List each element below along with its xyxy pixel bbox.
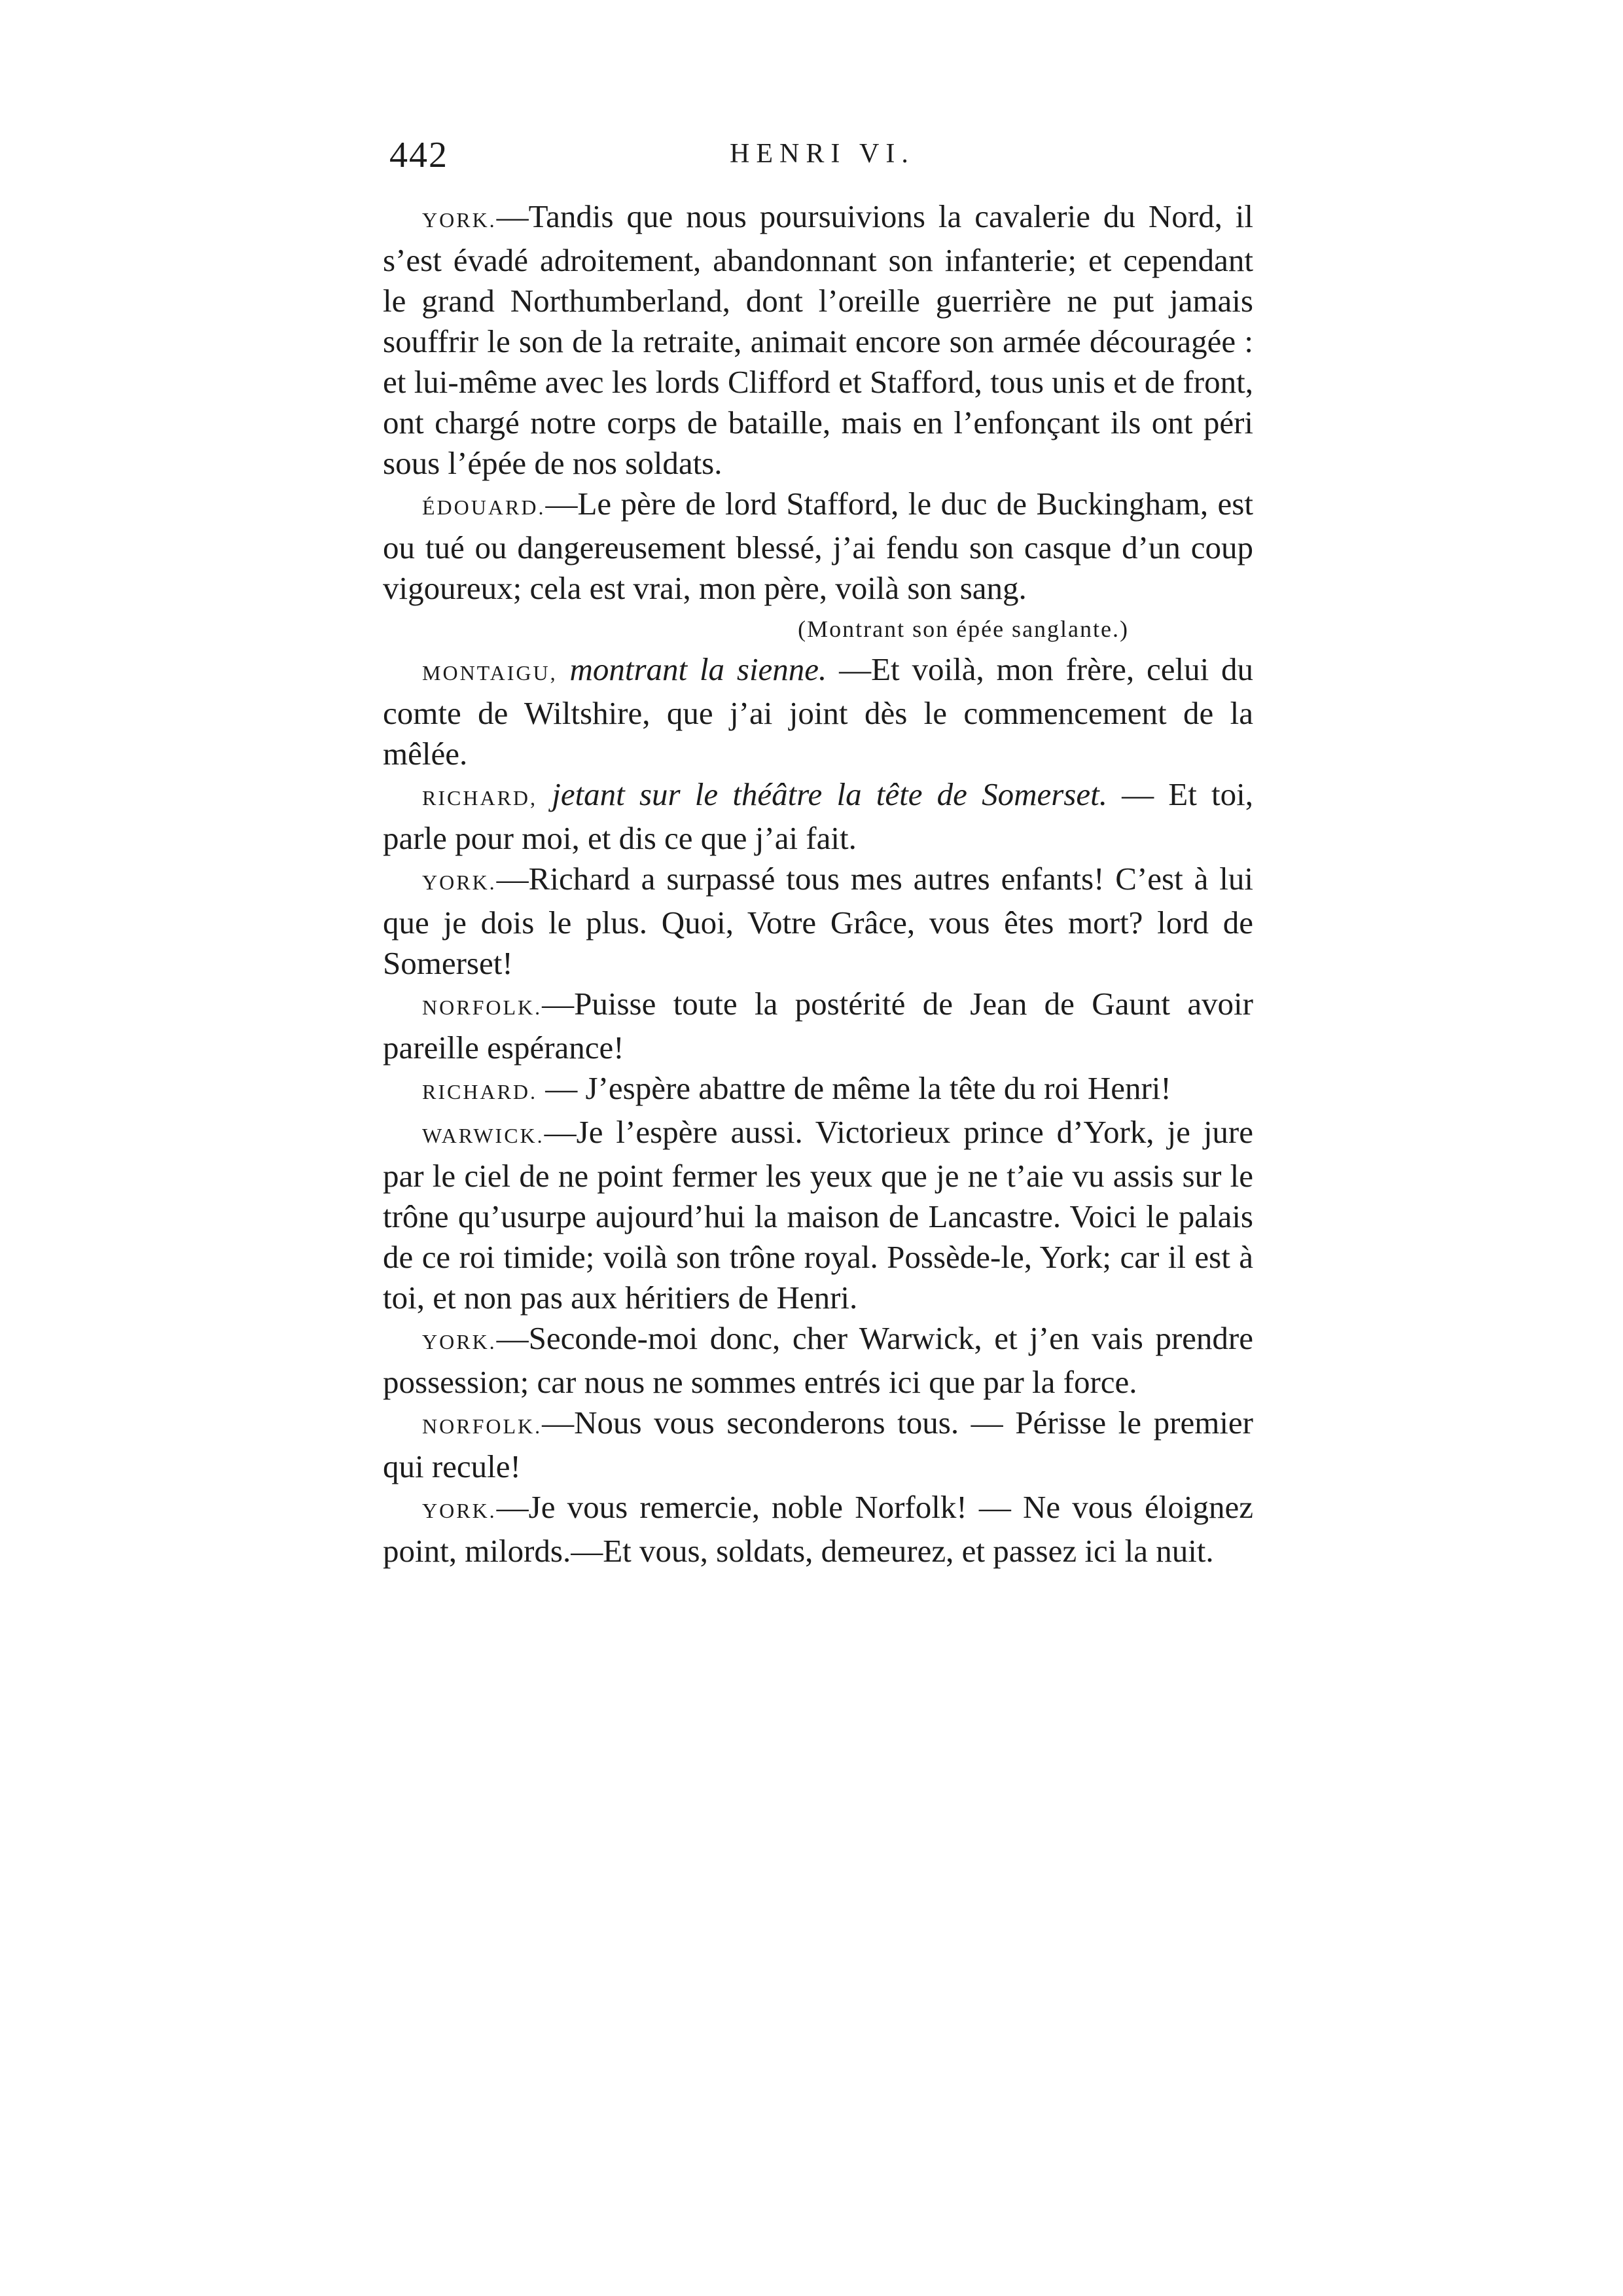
speaker-name: YORK. xyxy=(422,1499,497,1522)
page-number: 442 xyxy=(389,135,448,175)
speaker-name: NORFOLK. xyxy=(422,1414,543,1438)
speech-text: —Le père de lord Stafford, le duc de Buckingham, est ou tué ou dangereusement blessé, j’ai fendu son casque d’un coup vigoureux; cela est vrai, mon père, voilà son sang. xyxy=(383,486,1253,606)
speech-text: —Et voilà, mon frère, celui du comte de Wiltshire, que j’ai joint dès le commencement de la mêlée. xyxy=(383,651,1253,772)
speaker-name: ÉDOUARD. xyxy=(422,495,546,519)
speech-york-1 xyxy=(383,196,1253,484)
stage-direction: (Montrant son épée sanglante.) xyxy=(798,616,1129,642)
speech-norfolk-2 xyxy=(383,1403,1253,1487)
speech-text: —Tandis que nous poursuivions la cavalerie du Nord, il s’est évadé adroitement, abandonnant son infanterie; et cependant le grand Northumberland, dont l’oreille guerrière ne put jamais souffrir le son de la retraite, animait encore son armée découragée : et lui-même avec les lords Clifford et Stafford, tous unis et de front, ont chargé notre corps de bataille, mais en l’enfonçant ils ont péri sous l’épée de nos soldats. xyxy=(383,198,1253,481)
page-header xyxy=(389,134,1253,180)
speaker-name: RICHARD. xyxy=(422,1080,538,1103)
inline-stage-direction: jetant sur le théâtre la tête de Somerset. xyxy=(552,776,1107,812)
speech-text: — J’espère abattre de même la tête du roi Henri! xyxy=(537,1070,1171,1106)
speech-text: —Je vous remercie, noble Norfolk! — Ne vous éloignez point, milords.—Et vous, soldats, demeurez, et passez ici la nuit. xyxy=(383,1489,1253,1569)
speaker-name: WARWICK. xyxy=(422,1124,544,1147)
speech-york-2 xyxy=(383,859,1253,984)
speech-text: —Seconde-moi donc, cher Warwick, et j’en vais prendre possession; car nous ne sommes entrés ici que par la force. xyxy=(383,1320,1253,1400)
speaker-name: MONTAIGU, xyxy=(422,661,558,685)
running-title: HENRI VI. xyxy=(730,139,915,169)
speaker-name: YORK. xyxy=(422,1330,497,1354)
speech-york-3 xyxy=(383,1318,1253,1403)
speaker-name: RICHARD, xyxy=(422,786,538,810)
speech-text: —Nous vous seconderons tous. — Périsse le premier qui recule! xyxy=(383,1405,1253,1484)
speaker-name: NORFOLK. xyxy=(422,996,543,1019)
speech-text: —Richard a surpassé tous mes autres enfants! C’est à lui que je dois le plus. Quoi, Votre Grâce, vous êtes mort? lord de Somerset! xyxy=(383,861,1253,981)
speech-richard-2 xyxy=(383,1068,1253,1112)
speech-edouard xyxy=(383,484,1253,609)
speaker-name: YORK. xyxy=(422,870,497,894)
play-text xyxy=(383,196,1253,1571)
speech-text: —Je l’espère aussi. Victorieux prince d’York, je jure par le ciel de ne point fermer les yeux que je ne t’aie vu assis sur le trône qu’usurpe aujourd’hui la maison de Lancastre. Voici le palais de ce roi timide; voilà son trône royal. Possède-le, York; car il est à toi, et non pas aux héritiers de Henri. xyxy=(383,1114,1253,1316)
speech-york-4 xyxy=(383,1487,1253,1571)
speech-montaigu xyxy=(383,649,1253,774)
inline-stage-direction: montrant la sienne. xyxy=(569,651,827,687)
speech-warwick xyxy=(383,1112,1253,1318)
speech-text: —Puisse toute la postérité de Jean de Gaunt avoir pareille espérance! xyxy=(383,986,1253,1066)
speech-text: — Et toi, parle pour moi, et dis ce que j’ai fait. xyxy=(383,776,1253,856)
speech-richard-1 xyxy=(383,774,1253,859)
speaker-name: YORK. xyxy=(422,208,497,232)
speech-norfolk-1 xyxy=(383,984,1253,1068)
